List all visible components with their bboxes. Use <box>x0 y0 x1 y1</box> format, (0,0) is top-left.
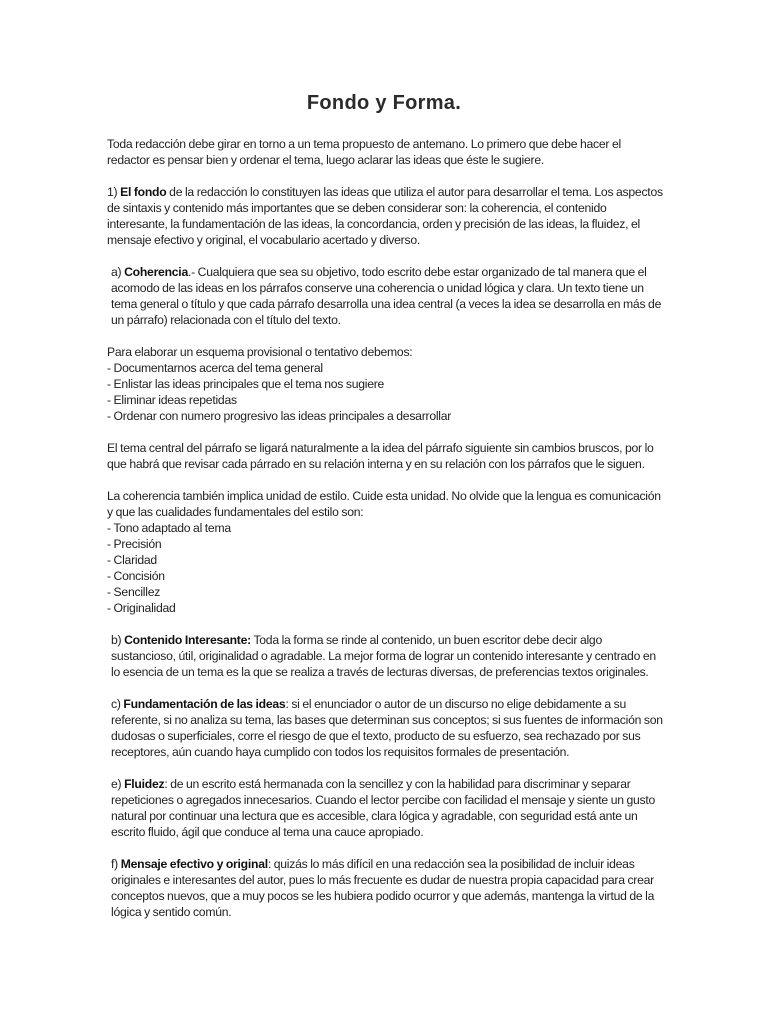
contenido-letter: b) <box>111 633 122 647</box>
coherencia-letter: a) <box>111 265 122 279</box>
list-item: - Documentarnos acerca del tema general <box>107 360 665 376</box>
mensaje-text: : quizás lo más difícil en una redacción sea la posibilidad de incluir ideas originales e interesantes del autor, pues lo más frecuente es dudar de nuestra propia capacidad para crear conceptos nuevos, que a muy pocos se les hubiera podido ocurror y que además, mantenga la virtud de la lógica y sentido común. <box>111 857 655 919</box>
list-item: - Eliminar ideas repetidas <box>107 392 665 408</box>
fondo-text: de la redacción lo constituyen las ideas que utiliza el autor para desarrollar el tema. Los aspectos de sintaxis y contenido más importantes que se deben considerar son: la coherencia, el contenido interesante, la fundamentación de las ideas, la concordancia, orden y precisión de las ideas, la fluidez, el mensaje efectivo y original, el vocabulario acertado y diverso. <box>107 185 663 247</box>
tema-central-paragraph: El tema central del párrafo se ligará naturalmente a la idea del párrafo siguiente sin cambios bruscos, por lo que habrá que revisar cada párrado en su relación interna y en su relación con los párrafos que le siguen. <box>107 441 654 471</box>
mensaje-letter: f) <box>111 857 118 871</box>
fondo-paragraph <box>107 184 665 248</box>
coherencia-text: .- Cualquiera que sea su objetivo, todo escrito debe estar organizado de tal manera que el acomodo de las ideas en los párrafos conserve una coherencia o unidad lógica y clara. Un texto tiene un tema general o título y que cada párrafo desarrolla una idea central (a veces la idea se desarrolla en más de un párrafo) relacionada con el título del texto. <box>111 265 662 327</box>
fluidez-letter: e) <box>111 777 122 791</box>
contenido-paragraph <box>107 632 665 680</box>
mensaje-paragraph <box>107 856 665 920</box>
document-body <box>107 136 665 936</box>
fundamentacion-letter: c) <box>111 697 121 711</box>
estilo-section <box>107 488 665 616</box>
intro-paragraph: Toda redacción debe girar en torno a un tema propuesto de antemano. Lo primero que debe hacer el redactor es pensar bien y ordenar el tema, luego aclarar las ideas que éste le sugiere. <box>107 137 621 167</box>
list-item: - Sencillez <box>107 584 665 600</box>
list-item: - Originalidad <box>107 600 665 616</box>
esquema-list <box>107 360 665 424</box>
fluidez-text: : de un escrito está hermanada con la sencillez y con la habilidad para discriminar y separar repeticiones o agregados innecesarios. Cuando el lector percibe con facilidad el mensaje y siente un gusto natural por continuar una lectura que es accesible, clara lógica y agradable, con seguridad está ante un escrito fluido, ágil que conduce al tema una cauce apropiado. <box>111 777 656 839</box>
contenido-text: Toda la forma se rinde al contenido, un buen escritor debe decir algo sustancioso, útil, originalidad o agradable. La mejor forma de lograr un contenido interesante y centrado en lo esencia de un tema es la que se realiza a través de lecturas diversas, de preferencias textos originales. <box>111 633 656 679</box>
fluidez-paragraph <box>107 776 665 840</box>
list-item: - Tono adaptado al tema <box>107 520 665 536</box>
list-item: - Concisión <box>107 568 665 584</box>
fondo-number: 1) <box>107 185 118 199</box>
esquema-lead: Para elaborar un esquema provisional o tentativo debemos: <box>107 345 413 359</box>
contenido-term: Contenido Interesante: <box>124 633 251 647</box>
fundamentacion-term: Fundamentación de las ideas <box>123 697 286 711</box>
list-item: - Precisión <box>107 536 665 552</box>
fondo-term: El fondo <box>120 185 167 199</box>
list-item: - Claridad <box>107 552 665 568</box>
list-item: - Ordenar con numero progresivo las ideas principales a desarrollar <box>107 408 665 424</box>
coherencia-paragraph <box>107 264 665 328</box>
estilo-lead: La coherencia también implica unidad de estilo. Cuide esta unidad. No olvide que la lengua es comunicación y que las cualidades fundamentales del estilo son: <box>107 489 661 519</box>
coherencia-term: Coherencia <box>124 265 188 279</box>
page-title: Fondo y Forma. <box>306 92 462 114</box>
fundamentacion-paragraph <box>107 696 665 760</box>
list-item: - Enlistar las ideas principales que el tema nos sugiere <box>107 376 665 392</box>
esquema-section <box>107 344 665 424</box>
estilo-list <box>107 520 665 616</box>
fundamentacion-text: : si el enunciador o autor de un discurso no elige debidamente a su referente, si no analiza su tema, las bases que determinan sus conceptos; si sus fuentes de información son dudosas o superficiales, corre el riesgo de que el texto, producto de su esfuerzo, sea rechazado por sus receptores, aún cuando haya cumplido con todos los requisitos formales de presentación. <box>111 697 663 759</box>
mensaje-term: Mensaje efectivo y original <box>120 857 268 871</box>
fluidez-term: Fluidez <box>124 777 165 791</box>
